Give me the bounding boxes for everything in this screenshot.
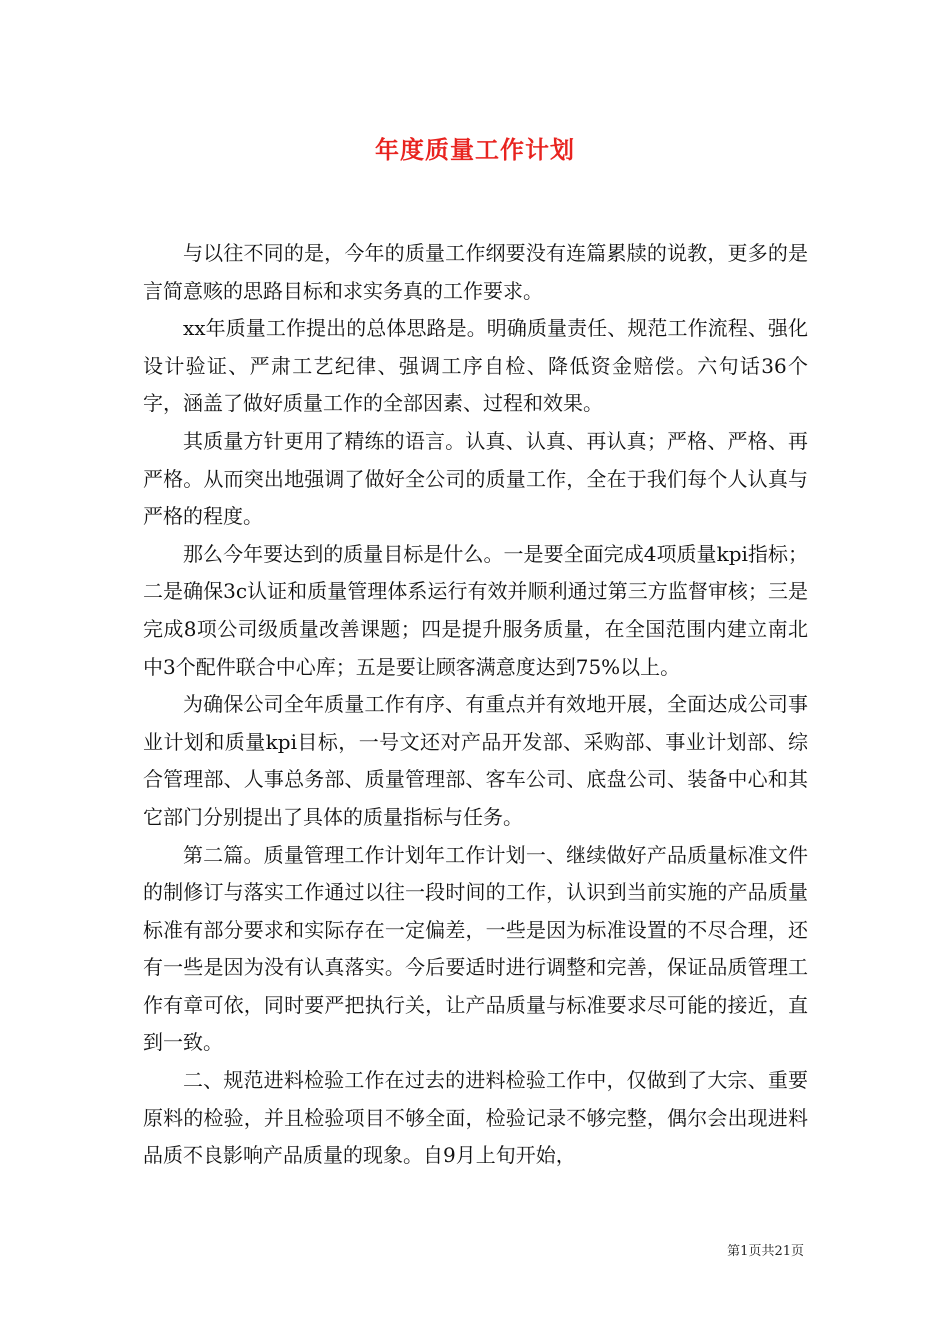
- paragraph-6: 第二篇。质量管理工作计划年工作计划一、继续做好产品质量标准文件的制修订与落实工作通过以往一段时间的工作，认识到当前实施的产品质量标准有部分要求和实际存在一定偏差，一些是因为标准设置的不尽合理，还有一些是因为没有认真落实。今后要适时进行调整和完善，保证品质管理工作有章可依，同时要严把执行关，让产品质量与标准要求尽可能的接近，直到一致。: [143, 842, 808, 1055]
- paragraph-1: 与以往不同的是，今年的质量工作纲要没有连篇累牍的说教，更多的是言简意赅的思路目标和求实务真的工作要求。: [143, 241, 808, 303]
- paragraph-4: 那么今年要达到的质量目标是什么。一是要全面完成4项质量kpi指标；二是确保3c认证和质量管理体系运行有效并顺利通过第三方监督审核；三是完成8项公司级质量改善课题；四是提升服务质量，在全国范围内建立南北中3个配件联合中心库；五是要让顾客满意度达到75%以上。: [143, 541, 808, 679]
- document-title: 年度质量工作计划: [375, 136, 575, 164]
- page-number-footer: 第1页共21页: [727, 1244, 804, 1259]
- document-body: [143, 235, 808, 1175]
- paragraph-3: 其质量方针更用了精练的语言。认真、认真、再认真；严格、严格、再严格。从而突出地强调了做好全公司的质量工作，全在于我们每个人认真与严格的程度。: [143, 428, 808, 529]
- paragraph-7: 二、规范进料检验工作在过去的进料检验工作中，仅做到了大宗、重要原料的检验，并且检验项目不够全面，检验记录不够完整，偶尔会出现进料品质不良影响产品质量的现象。自9月上旬开始，: [143, 1068, 808, 1168]
- paragraph-2: xx年质量工作提出的总体思路是。明确质量责任、规范工作流程、强化设计验证、严肃工艺纪律、强调工序自检、降低资金赔偿。六句话36个字，涵盖了做好质量工作的全部因素、过程和效果。: [143, 316, 808, 416]
- paragraph-5: 为确保公司全年质量工作有序、有重点并有效地开展，全面达成公司事业计划和质量kpi目标，一号文还对产品开发部、采购部、事业计划部、综合管理部、人事总务部、质量管理部、客车公司、底盘公司、装备中心和其它部门分别提出了具体的质量指标与任务。: [143, 692, 808, 829]
